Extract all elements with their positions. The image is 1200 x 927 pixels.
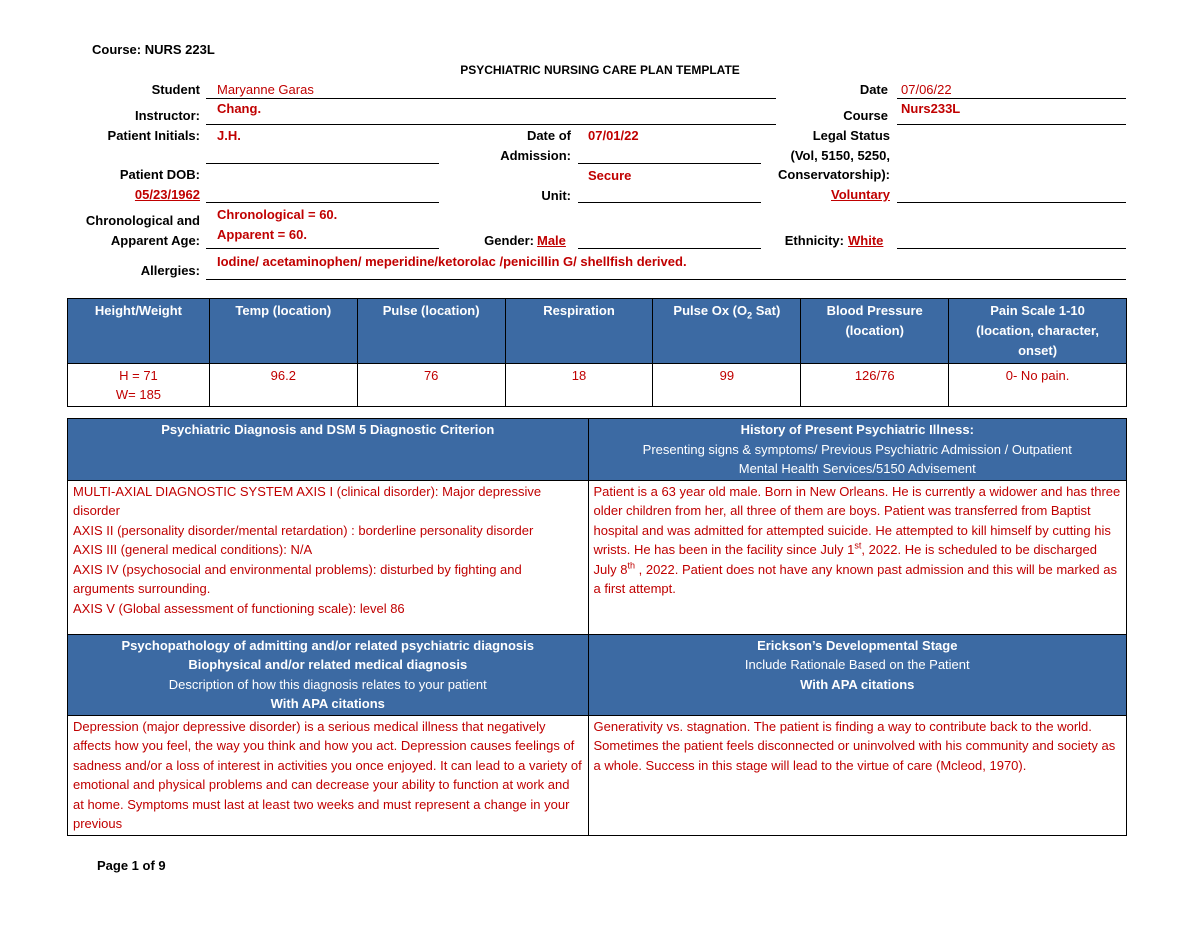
instructor-name[interactable]: Chang. (217, 101, 262, 116)
header-history: History of Present Psychiatric Illness: Presenting signs & symptoms/ Previous Psychiatric Admission / Outpatient Mental Health Services/5150 Advisement (588, 419, 1126, 481)
chronological-age[interactable]: Chronological = 60. (217, 207, 338, 222)
axis-5: AXIS V (Global assessment of functioning scale): level 86 (73, 600, 405, 616)
allergies-label: Allergies: (140, 263, 200, 278)
course-title: Course: NURS 223L (92, 42, 215, 57)
legal-label-2: (Vol, 5150, 5250, (790, 148, 890, 163)
date-value[interactable]: 07/06/22 (901, 82, 952, 97)
date-label: Date (859, 82, 888, 97)
apparent-age[interactable]: Apparent = 60. (217, 227, 307, 242)
axis-3: AXIS III (general medical conditions): N/A (73, 542, 313, 557)
patient-dob[interactable]: 05/23/1962 (134, 187, 200, 202)
history-cell[interactable]: Patient is a 63 year old male. Born in New Orleans. He is currently a widower and has three older children from her, all three of them are boys. Patient was transferred from Baptist hospital and was admitted for attempted suicide. He attempted to kill himself by cutting his wrists. He has been in the facility since July 1st, 2022. He is scheduled to be discharged July 8th , 2022. Patient does not have any known past admission and this will be marked as a first attempt. (588, 480, 1126, 634)
header-pain-scale: Pain Scale 1-10 (location, character, onset) (949, 299, 1127, 364)
respiration-cell[interactable]: 18 (505, 364, 653, 407)
page-number: Page 1 of 9 (97, 858, 166, 873)
unit-value[interactable]: Secure (588, 168, 632, 183)
axis-4: AXIS IV (psychosocial and environmental problems): disturbed by fighting and arguments surrounding. (73, 561, 522, 596)
header-respiration: Respiration (505, 299, 653, 364)
vitals-table (67, 298, 1127, 407)
gender-label: Gender: (484, 233, 534, 248)
psychopathology-cell[interactable]: Depression (major depressive disorder) is a serious medical illness that negatively affects how you feel, the way you think and how you act. Depression causes feelings of sadness and/or a loss of interest in activities you once enjoyed. It can lead to a variety of emotional and physical problems and can decrease your ability to function at work and at home. Symptoms must last at least two weeks and must represent a change in your previous (68, 715, 589, 835)
header-psychiatric-diagnosis: Psychiatric Diagnosis and DSM 5 Diagnostic Criterion (68, 419, 589, 481)
ethnicity-value[interactable]: White (848, 233, 884, 248)
gender-value[interactable]: Male (537, 233, 566, 248)
temp-cell[interactable]: 96.2 (209, 364, 357, 407)
header-temp: Temp (location) (209, 299, 357, 364)
pain-scale-cell[interactable]: 0- No pain. (949, 364, 1127, 407)
pulse-cell[interactable]: 76 (357, 364, 505, 407)
header-erickson: Erickson’s Developmental Stage Include Rationale Based on the Patient With APA citations (588, 634, 1126, 715)
age-label-2: Apparent Age: (110, 233, 200, 248)
pulse-ox-cell[interactable]: 99 (653, 364, 801, 407)
erickson-cell[interactable]: Generativity vs. stagnation. The patient is finding a way to contribute back to the world. Sometimes the patient feels disconnected or uninvolved with his community and society as a whole. Success in this stage will lead to the virtue of care (Mcleod, 1970). (588, 715, 1126, 835)
axis-1: MULTI-AXIAL DIAGNOSTIC SYSTEM AXIS I (clinical disorder): Major depressive disorder (73, 483, 542, 518)
header-blood-pressure: Blood Pressure (location) (801, 299, 949, 364)
student-label: Student (151, 82, 200, 97)
patient-initials[interactable]: J.H. (217, 128, 241, 143)
ethnicity-label: Ethnicity: (784, 233, 844, 248)
diagnosis-table (67, 418, 1127, 836)
admission-label-2: Admission: (500, 148, 571, 163)
blood-pressure-cell[interactable]: 126/76 (801, 364, 949, 407)
admission-label-1: Date of (526, 128, 571, 143)
initials-label: Patient Initials: (107, 128, 200, 143)
unit-label: Unit: (541, 188, 571, 203)
header-psychopathology: Psychopathology of admitting and/or related psychiatric diagnosis Biophysical and/or related medical diagnosis Description of how this diagnosis relates to your patient With APA citations (68, 634, 589, 715)
axis-2: AXIS II (personality disorder/mental retardation) : borderline personality disorder (73, 522, 534, 538)
course-label: Course (843, 108, 888, 123)
age-label-1: Chronological and (85, 213, 200, 228)
legal-label-3: Conservatorship): (778, 167, 890, 182)
diagnosis-cell[interactable] (68, 480, 589, 634)
student-name[interactable]: Maryanne Garas (217, 82, 314, 97)
instructor-label: Instructor: (135, 108, 200, 123)
height-weight-cell[interactable]: H = 71 W= 185 (68, 364, 210, 407)
header-pulse: Pulse (location) (357, 299, 505, 364)
allergies-value[interactable]: Iodine/ acetaminophen/ meperidine/ketorolac /penicillin G/ shellfish derived. (217, 254, 687, 269)
header-pulse-ox: Pulse Ox ($O_2$ Sat) (653, 299, 801, 364)
course-value[interactable]: Nurs233L (901, 101, 961, 116)
legal-label-1: Legal Status (812, 128, 890, 143)
admission-date[interactable]: 07/01/22 (588, 128, 639, 143)
legal-status[interactable]: Voluntary (831, 187, 890, 202)
header-height-weight: Height/Weight (68, 299, 210, 364)
dob-label: Patient DOB: (119, 167, 200, 182)
page-title: PSYCHIATRIC NURSING CARE PLAN TEMPLATE (460, 63, 740, 77)
